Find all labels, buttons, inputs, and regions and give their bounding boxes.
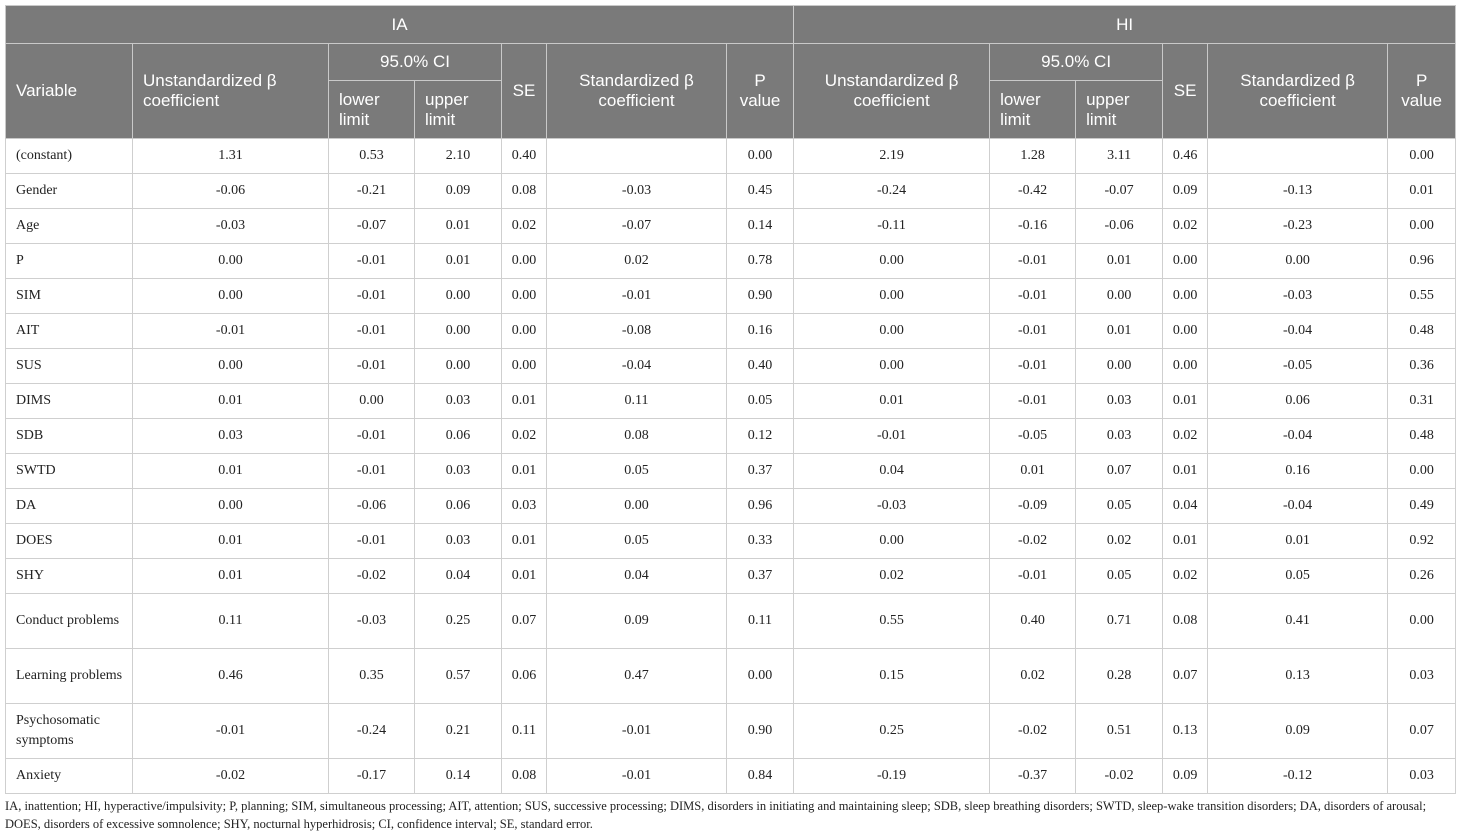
hi-std-beta-cell: -0.04	[1208, 314, 1388, 349]
table-row	[6, 419, 1456, 454]
variable-name-cell: Gender	[6, 174, 133, 209]
ia-ci-upper-cell: 0.00	[415, 349, 502, 384]
hi-ci-upper-cell: 3.11	[1076, 139, 1163, 174]
hi-ci-upper-cell: 0.01	[1076, 314, 1163, 349]
variable-name-cell: SDB	[6, 419, 133, 454]
hi-unstd-beta-cell: 2.19	[794, 139, 990, 174]
ia-p-value-cell: 0.00	[727, 139, 794, 174]
hi-std-beta-cell: 0.06	[1208, 384, 1388, 419]
variable-name-cell: SHY	[6, 559, 133, 594]
hi-unstd-beta-cell: -0.03	[794, 489, 990, 524]
hi-std-beta-cell: 0.41	[1208, 594, 1388, 649]
hi-p-value-cell: 0.26	[1388, 559, 1456, 594]
table-row	[6, 384, 1456, 419]
hi-se-cell: 0.00	[1163, 279, 1208, 314]
ia-std-beta-cell: 0.05	[547, 524, 727, 559]
variable-name-cell: Psychosomatic symptoms	[6, 704, 133, 759]
ia-unstd-beta-cell: 0.03	[133, 419, 329, 454]
hi-ci-upper-cell: -0.07	[1076, 174, 1163, 209]
variable-name-cell: DA	[6, 489, 133, 524]
group-header-ia: IA	[6, 6, 794, 44]
hi-se-cell: 0.02	[1163, 559, 1208, 594]
ia-unstd-beta-cell: 0.01	[133, 524, 329, 559]
ia-std-beta-cell: -0.01	[547, 759, 727, 794]
hi-unstd-beta-cell: -0.19	[794, 759, 990, 794]
ia-unstd-beta-cell: 0.11	[133, 594, 329, 649]
ia-unstd-beta-cell: 0.00	[133, 244, 329, 279]
ia-ci-lower-cell: -0.01	[329, 349, 415, 384]
ia-p-value-cell: 0.84	[727, 759, 794, 794]
ia-std-beta-cell: 0.11	[547, 384, 727, 419]
ia-ci-upper-cell: 0.21	[415, 704, 502, 759]
ia-p-value-cell: 0.37	[727, 454, 794, 489]
ia-std-beta-cell: -0.01	[547, 704, 727, 759]
ia-ci-upper-cell: 0.03	[415, 454, 502, 489]
ia-p-value-cell: 0.96	[727, 489, 794, 524]
hi-unstd-beta-cell: 0.01	[794, 384, 990, 419]
hi-std-beta-cell: 0.16	[1208, 454, 1388, 489]
hi-std-beta-cell: -0.13	[1208, 174, 1388, 209]
ia-se-cell: 0.01	[502, 559, 547, 594]
ia-unstd-beta-cell: 1.31	[133, 139, 329, 174]
hi-ci-lower-cell: 0.40	[990, 594, 1076, 649]
ia-std-beta-cell: 0.05	[547, 454, 727, 489]
hi-ci-upper-cell: 0.02	[1076, 524, 1163, 559]
hi-std-beta-cell: -0.12	[1208, 759, 1388, 794]
ia-se-cell: 0.08	[502, 174, 547, 209]
ia-ci-lower-cell: -0.01	[329, 314, 415, 349]
ia-p-value-cell: 0.14	[727, 209, 794, 244]
ia-se-cell: 0.40	[502, 139, 547, 174]
hi-unstd-beta-cell: 0.04	[794, 454, 990, 489]
col-header-lower-hi: lower limit	[990, 81, 1076, 139]
hi-std-beta-cell	[1208, 139, 1388, 174]
ia-std-beta-cell: 0.04	[547, 559, 727, 594]
ia-se-cell: 0.06	[502, 649, 547, 704]
ia-se-cell: 0.07	[502, 594, 547, 649]
ia-ci-lower-cell: -0.06	[329, 489, 415, 524]
hi-unstd-beta-cell: -0.01	[794, 419, 990, 454]
variable-name-cell: (constant)	[6, 139, 133, 174]
hi-ci-lower-cell: -0.02	[990, 704, 1076, 759]
hi-unstd-beta-cell: 0.25	[794, 704, 990, 759]
hi-unstd-beta-cell: 0.55	[794, 594, 990, 649]
col-header-unstd-beta-hi: Unstandardized β coefficient	[794, 44, 990, 139]
ia-std-beta-cell: 0.09	[547, 594, 727, 649]
ia-se-cell: 0.08	[502, 759, 547, 794]
hi-p-value-cell: 0.07	[1388, 704, 1456, 759]
hi-ci-lower-cell: -0.01	[990, 314, 1076, 349]
variable-name-cell: DIMS	[6, 384, 133, 419]
table-row	[6, 349, 1456, 384]
ia-unstd-beta-cell: 0.00	[133, 349, 329, 384]
ia-se-cell: 0.02	[502, 419, 547, 454]
hi-std-beta-cell: -0.23	[1208, 209, 1388, 244]
ia-p-value-cell: 0.45	[727, 174, 794, 209]
ia-ci-upper-cell: 0.01	[415, 209, 502, 244]
hi-ci-lower-cell: -0.16	[990, 209, 1076, 244]
hi-se-cell: 0.01	[1163, 454, 1208, 489]
hi-ci-upper-cell: -0.02	[1076, 759, 1163, 794]
table-row	[6, 759, 1456, 794]
table-row	[6, 594, 1456, 649]
regression-table	[5, 5, 1456, 794]
hi-p-value-cell: 0.00	[1388, 139, 1456, 174]
hi-se-cell: 0.00	[1163, 349, 1208, 384]
ia-std-beta-cell: -0.01	[547, 279, 727, 314]
ia-se-cell: 0.01	[502, 524, 547, 559]
hi-se-cell: 0.09	[1163, 174, 1208, 209]
col-header-std-beta-hi: Standardized β coefficient	[1208, 44, 1388, 139]
hi-unstd-beta-cell: 0.00	[794, 524, 990, 559]
ia-ci-upper-cell: 0.57	[415, 649, 502, 704]
ia-unstd-beta-cell: 0.01	[133, 384, 329, 419]
hi-std-beta-cell: -0.04	[1208, 419, 1388, 454]
hi-ci-upper-cell: 0.51	[1076, 704, 1163, 759]
table-row	[6, 524, 1456, 559]
hi-ci-lower-cell: -0.01	[990, 244, 1076, 279]
hi-std-beta-cell: 0.01	[1208, 524, 1388, 559]
hi-std-beta-cell: -0.04	[1208, 489, 1388, 524]
ia-ci-lower-cell: -0.21	[329, 174, 415, 209]
hi-ci-lower-cell: -0.01	[990, 384, 1076, 419]
table-header	[6, 6, 1456, 139]
ia-unstd-beta-cell: 0.00	[133, 489, 329, 524]
hi-se-cell: 0.04	[1163, 489, 1208, 524]
hi-ci-upper-cell: 0.07	[1076, 454, 1163, 489]
ia-unstd-beta-cell: -0.01	[133, 314, 329, 349]
ia-se-cell: 0.03	[502, 489, 547, 524]
variable-name-cell: AIT	[6, 314, 133, 349]
ia-ci-lower-cell: 0.35	[329, 649, 415, 704]
table-row	[6, 704, 1456, 759]
variable-name-cell: Age	[6, 209, 133, 244]
table-row	[6, 649, 1456, 704]
col-header-variable: Variable	[6, 44, 133, 139]
ia-ci-upper-cell: 0.00	[415, 279, 502, 314]
ia-ci-upper-cell: 0.14	[415, 759, 502, 794]
hi-p-value-cell: 0.00	[1388, 594, 1456, 649]
hi-se-cell: 0.01	[1163, 524, 1208, 559]
hi-ci-upper-cell: 0.05	[1076, 559, 1163, 594]
ia-p-value-cell: 0.40	[727, 349, 794, 384]
hi-se-cell: 0.02	[1163, 419, 1208, 454]
ia-ci-upper-cell: 0.00	[415, 314, 502, 349]
hi-p-value-cell: 0.36	[1388, 349, 1456, 384]
hi-ci-upper-cell: 0.03	[1076, 384, 1163, 419]
hi-p-value-cell: 0.48	[1388, 314, 1456, 349]
hi-ci-upper-cell: 0.28	[1076, 649, 1163, 704]
ia-ci-upper-cell: 0.03	[415, 524, 502, 559]
table-row	[6, 559, 1456, 594]
ia-unstd-beta-cell: -0.06	[133, 174, 329, 209]
ia-se-cell: 0.00	[502, 244, 547, 279]
col-header-upper-hi: upper limit	[1076, 81, 1163, 139]
col-header-p-ia: P value	[727, 44, 794, 139]
ia-ci-upper-cell: 0.25	[415, 594, 502, 649]
col-header-se-hi: SE	[1163, 44, 1208, 139]
hi-p-value-cell: 0.03	[1388, 759, 1456, 794]
ia-unstd-beta-cell: 0.01	[133, 454, 329, 489]
ia-std-beta-cell: -0.04	[547, 349, 727, 384]
ia-p-value-cell: 0.37	[727, 559, 794, 594]
hi-ci-lower-cell: -0.42	[990, 174, 1076, 209]
hi-ci-upper-cell: 0.00	[1076, 349, 1163, 384]
ia-std-beta-cell: 0.47	[547, 649, 727, 704]
ia-ci-lower-cell: -0.01	[329, 279, 415, 314]
table-row	[6, 489, 1456, 524]
table-row	[6, 454, 1456, 489]
ia-ci-lower-cell: -0.24	[329, 704, 415, 759]
hi-std-beta-cell: 0.13	[1208, 649, 1388, 704]
ia-ci-lower-cell: -0.07	[329, 209, 415, 244]
hi-ci-upper-cell: 0.05	[1076, 489, 1163, 524]
ia-std-beta-cell: 0.00	[547, 489, 727, 524]
ia-p-value-cell: 0.05	[727, 384, 794, 419]
ia-se-cell: 0.00	[502, 314, 547, 349]
ia-se-cell: 0.00	[502, 279, 547, 314]
ia-ci-upper-cell: 0.06	[415, 489, 502, 524]
ia-ci-lower-cell: -0.02	[329, 559, 415, 594]
table-footnote: IA, inattention; HI, hyperactive/impulsivity; P, planning; SIM, simultaneous processing; AIT, attention; SUS, successive processing; DIMS, disorders in initiating and maintaining sleep; SDB, sleep breathing disorders; SWTD, sleep-wake transition disorders; DA, disorders of arousal; DOES, disorders of excessive somnolence; SHY, nocturnal hyperhidrosis; CI, confidence interval; SE, standard error.	[5, 799, 1427, 831]
ia-ci-lower-cell: -0.03	[329, 594, 415, 649]
hi-std-beta-cell: -0.03	[1208, 279, 1388, 314]
hi-p-value-cell: 0.48	[1388, 419, 1456, 454]
hi-se-cell: 0.08	[1163, 594, 1208, 649]
table-row	[6, 244, 1456, 279]
ia-ci-lower-cell: -0.01	[329, 524, 415, 559]
ia-ci-lower-cell: -0.01	[329, 419, 415, 454]
ia-ci-upper-cell: 0.04	[415, 559, 502, 594]
hi-ci-upper-cell: -0.06	[1076, 209, 1163, 244]
ia-ci-upper-cell: 0.09	[415, 174, 502, 209]
hi-unstd-beta-cell: 0.00	[794, 314, 990, 349]
ia-p-value-cell: 0.11	[727, 594, 794, 649]
ia-unstd-beta-cell: -0.03	[133, 209, 329, 244]
variable-name-cell: SWTD	[6, 454, 133, 489]
hi-std-beta-cell: -0.05	[1208, 349, 1388, 384]
ia-p-value-cell: 0.16	[727, 314, 794, 349]
ia-std-beta-cell: -0.03	[547, 174, 727, 209]
ia-unstd-beta-cell: -0.02	[133, 759, 329, 794]
ia-ci-lower-cell: 0.53	[329, 139, 415, 174]
hi-se-cell: 0.46	[1163, 139, 1208, 174]
hi-p-value-cell: 0.49	[1388, 489, 1456, 524]
ia-std-beta-cell: 0.08	[547, 419, 727, 454]
hi-std-beta-cell: 0.05	[1208, 559, 1388, 594]
ia-ci-upper-cell: 0.03	[415, 384, 502, 419]
ia-ci-lower-cell: -0.01	[329, 244, 415, 279]
hi-std-beta-cell: 0.00	[1208, 244, 1388, 279]
ia-p-value-cell: 0.00	[727, 649, 794, 704]
hi-se-cell: 0.01	[1163, 384, 1208, 419]
table-row	[6, 139, 1456, 174]
group-header-hi: HI	[794, 6, 1456, 44]
ia-unstd-beta-cell: 0.46	[133, 649, 329, 704]
hi-p-value-cell: 0.00	[1388, 209, 1456, 244]
hi-unstd-beta-cell: 0.02	[794, 559, 990, 594]
ia-ci-lower-cell: 0.00	[329, 384, 415, 419]
col-header-unstd-beta-ia: Unstandardized β coefficient	[133, 44, 329, 139]
ia-se-cell: 0.01	[502, 384, 547, 419]
ia-se-cell: 0.11	[502, 704, 547, 759]
table-body	[6, 139, 1456, 794]
col-header-lower-ia: lower limit	[329, 81, 415, 139]
hi-unstd-beta-cell: 0.15	[794, 649, 990, 704]
col-header-std-beta-ia: Standardized β coefficient	[547, 44, 727, 139]
ia-p-value-cell: 0.90	[727, 704, 794, 759]
ia-unstd-beta-cell: 0.01	[133, 559, 329, 594]
col-header-se-ia: SE	[502, 44, 547, 139]
hi-ci-lower-cell: -0.02	[990, 524, 1076, 559]
ia-se-cell: 0.00	[502, 349, 547, 384]
ia-p-value-cell: 0.33	[727, 524, 794, 559]
hi-ci-lower-cell: -0.09	[990, 489, 1076, 524]
hi-p-value-cell: 0.03	[1388, 649, 1456, 704]
hi-unstd-beta-cell: -0.11	[794, 209, 990, 244]
hi-ci-lower-cell: -0.01	[990, 559, 1076, 594]
variable-name-cell: SUS	[6, 349, 133, 384]
ia-std-beta-cell: 0.02	[547, 244, 727, 279]
regression-table-container	[5, 5, 1455, 794]
hi-se-cell: 0.13	[1163, 704, 1208, 759]
variable-name-cell: DOES	[6, 524, 133, 559]
hi-ci-lower-cell: 0.02	[990, 649, 1076, 704]
col-header-upper-ia: upper limit	[415, 81, 502, 139]
hi-unstd-beta-cell: 0.00	[794, 279, 990, 314]
ia-p-value-cell: 0.90	[727, 279, 794, 314]
ia-se-cell: 0.01	[502, 454, 547, 489]
hi-unstd-beta-cell: 0.00	[794, 349, 990, 384]
col-header-p-hi: P value	[1388, 44, 1456, 139]
variable-name-cell: Learning problems	[6, 649, 133, 704]
hi-p-value-cell: 0.31	[1388, 384, 1456, 419]
col-header-ci-hi: 95.0% CI	[990, 44, 1163, 81]
hi-p-value-cell: 0.92	[1388, 524, 1456, 559]
ia-ci-lower-cell: -0.17	[329, 759, 415, 794]
table-row	[6, 174, 1456, 209]
ia-ci-upper-cell: 2.10	[415, 139, 502, 174]
hi-se-cell: 0.00	[1163, 314, 1208, 349]
hi-p-value-cell: 0.01	[1388, 174, 1456, 209]
ia-unstd-beta-cell: -0.01	[133, 704, 329, 759]
ia-p-value-cell: 0.78	[727, 244, 794, 279]
hi-ci-upper-cell: 0.01	[1076, 244, 1163, 279]
hi-se-cell: 0.02	[1163, 209, 1208, 244]
hi-p-value-cell: 0.00	[1388, 454, 1456, 489]
ia-std-beta-cell: -0.08	[547, 314, 727, 349]
table-row	[6, 279, 1456, 314]
hi-p-value-cell: 0.55	[1388, 279, 1456, 314]
table-row	[6, 209, 1456, 244]
variable-name-cell: Anxiety	[6, 759, 133, 794]
hi-se-cell: 0.09	[1163, 759, 1208, 794]
hi-ci-lower-cell: 1.28	[990, 139, 1076, 174]
hi-se-cell: 0.07	[1163, 649, 1208, 704]
ia-unstd-beta-cell: 0.00	[133, 279, 329, 314]
ia-std-beta-cell: -0.07	[547, 209, 727, 244]
hi-p-value-cell: 0.96	[1388, 244, 1456, 279]
hi-se-cell: 0.00	[1163, 244, 1208, 279]
hi-ci-lower-cell: -0.01	[990, 279, 1076, 314]
ia-std-beta-cell	[547, 139, 727, 174]
hi-ci-upper-cell: 0.03	[1076, 419, 1163, 454]
hi-unstd-beta-cell: -0.24	[794, 174, 990, 209]
hi-ci-lower-cell: -0.37	[990, 759, 1076, 794]
hi-ci-lower-cell: -0.01	[990, 349, 1076, 384]
hi-ci-upper-cell: 0.71	[1076, 594, 1163, 649]
ia-ci-upper-cell: 0.06	[415, 419, 502, 454]
col-header-ci-ia: 95.0% CI	[329, 44, 502, 81]
hi-ci-lower-cell: -0.05	[990, 419, 1076, 454]
hi-ci-lower-cell: 0.01	[990, 454, 1076, 489]
hi-ci-upper-cell: 0.00	[1076, 279, 1163, 314]
ia-se-cell: 0.02	[502, 209, 547, 244]
hi-unstd-beta-cell: 0.00	[794, 244, 990, 279]
ia-ci-upper-cell: 0.01	[415, 244, 502, 279]
ia-ci-lower-cell: -0.01	[329, 454, 415, 489]
variable-name-cell: SIM	[6, 279, 133, 314]
variable-name-cell: Conduct problems	[6, 594, 133, 649]
hi-std-beta-cell: 0.09	[1208, 704, 1388, 759]
ia-p-value-cell: 0.12	[727, 419, 794, 454]
table-row	[6, 314, 1456, 349]
variable-name-cell: P	[6, 244, 133, 279]
